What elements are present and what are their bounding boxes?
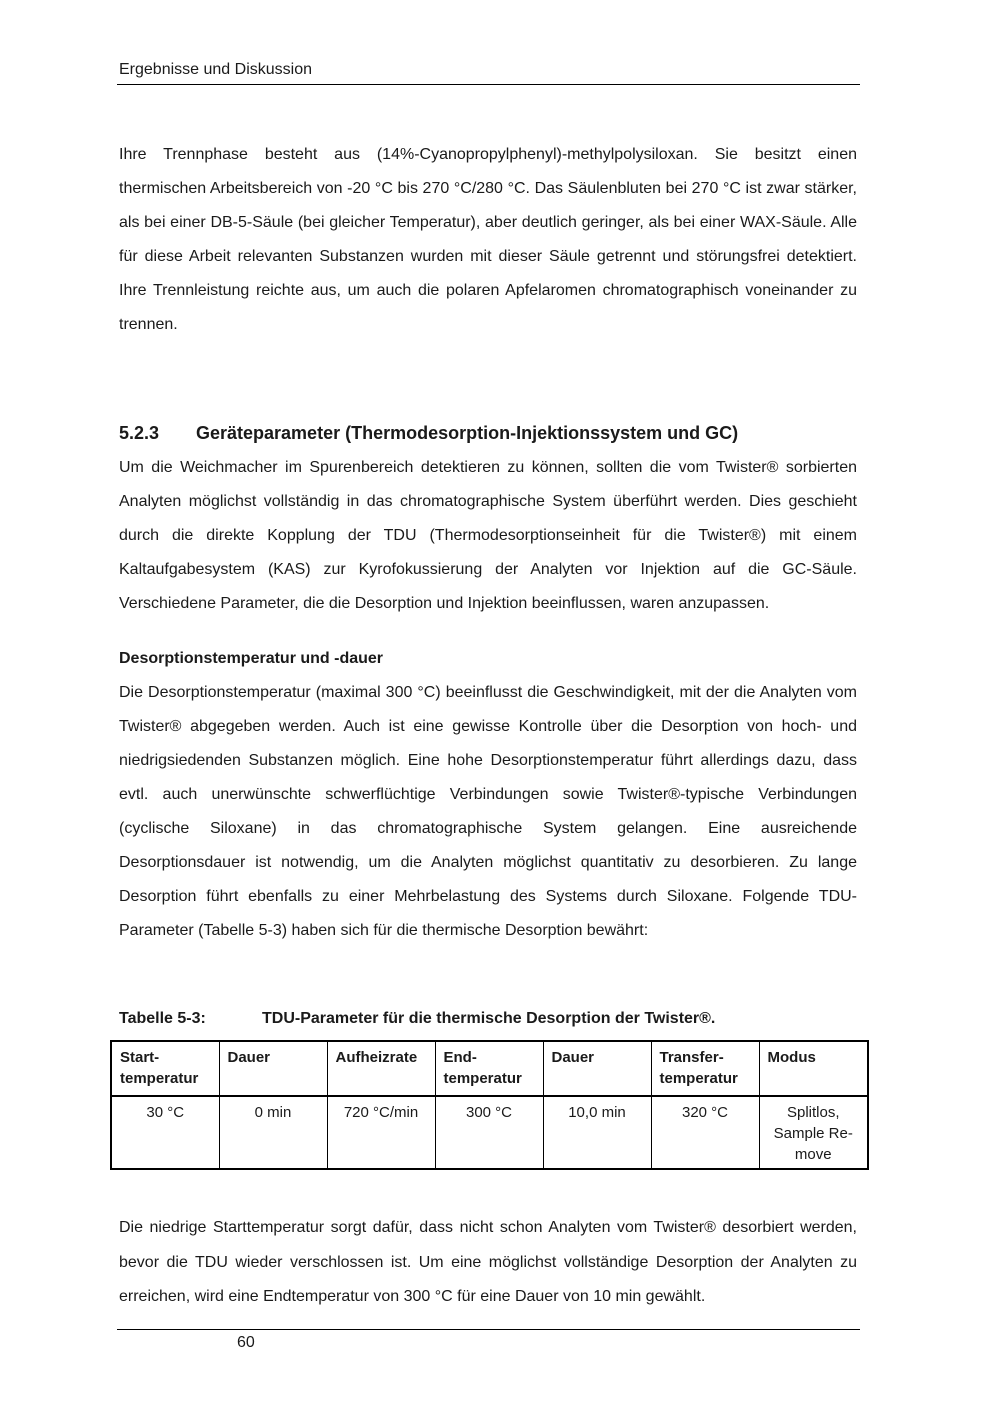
section-title: Geräteparameter (Thermodesorption-Injektionssystem und GC) <box>196 423 739 443</box>
section-number: 5.2.3 <box>119 423 160 443</box>
subheading-desorption: Desorptionstemperatur und -dauer <box>119 650 384 667</box>
col-header-end-temperature-l2: temperatur <box>443 1070 522 1087</box>
table-row <box>111 1096 868 1169</box>
cell-start-temperature: 30 °C <box>111 1096 219 1169</box>
cell-end-temperature: 300 °C <box>435 1096 543 1169</box>
running-header: Ergebnisse und Diskussion <box>119 61 312 78</box>
col-header-transfer-temperature <box>651 1041 759 1096</box>
cell-transfer-temperature: 320 °C <box>651 1096 759 1169</box>
page-number: 60 <box>237 1334 255 1351</box>
body-paragraph-start-temperature: Die niedrige Starttemperatur sorgt dafür, dass nicht schon Analyten vom Twister® desorbiert werden, bevor die TDU wieder verschlossen ist. Um eine möglichst vollständige Desorption der Analyten zu erreichen, wird eine Endtemperatur von 300 °C für eine Dauer von 10 min gewählt. <box>119 1219 857 1305</box>
footer-rule <box>117 1329 860 1330</box>
col-header-mode <box>759 1041 868 1096</box>
col-header-end-temperature <box>435 1041 543 1096</box>
col-header-end-temperature-l1: End- <box>443 1049 477 1066</box>
tdu-parameter-table <box>110 1040 869 1170</box>
col-header-duration-1 <box>219 1041 327 1096</box>
col-header-heating-rate <box>327 1041 435 1096</box>
body-paragraph-column-phase: Ihre Trennphase besteht aus (14%-Cyanopropylphenyl)-methylpolysiloxan. Sie besitzt einen thermischen Arbeitsbereich von -20 °C bis 270 °C/280 °C. Das Säulenbluten bei 270 °C ist zwar stärker, als bei einer DB-5-Säule (bei gleicher Temperatur), aber deutlich geringer, als bei einer WAX-Säule. Alle für diese Arbeit relevanten Substanzen wurden mit dieser Säule getrennt und störungsfrei detektiert. Ihre Trennleistung reichte aus, um auch die polaren Apfelaromen chromatographisch voneinander zu trennen. <box>119 146 857 333</box>
cell-duration-1: 0 min <box>219 1096 327 1169</box>
body-paragraph-twister-coupling: Um die Weichmacher im Spurenbereich detektieren zu können, sollten die vom Twister® sorbierten Analyten möglichst vollständig in das chromatographische System überführt werden. Dies geschieht durch die direkte Kopplung der TDU (Thermodesorptionseinheit für die Twister®) mit einem Kaltaufgabesystem (KAS) zur Kyrofokussierung der Analyten vor Injektion auf die GC-Säule. Verschiedene Parameter, die die Desorption und Injektion beeinflussen, waren anzupassen. <box>119 459 857 612</box>
col-header-mode-text: Modus <box>767 1049 816 1066</box>
table-header-row <box>111 1041 868 1096</box>
header-rule <box>117 84 860 85</box>
cell-duration-2: 10,0 min <box>543 1096 651 1169</box>
table-caption-label: Tabelle 5-3: <box>119 1010 206 1027</box>
col-header-start-temperature-l2: temperatur <box>120 1070 199 1087</box>
col-header-transfer-temperature-l2: temperatur <box>659 1070 738 1087</box>
col-header-duration-2 <box>543 1041 651 1096</box>
col-header-duration-1-text: Dauer <box>227 1049 271 1066</box>
col-header-start-temperature <box>111 1041 219 1096</box>
cell-mode-l1: Splitlos, Sample Re- <box>773 1104 853 1142</box>
cell-mode <box>759 1096 868 1169</box>
cell-heating-rate: 720 °C/min <box>327 1096 435 1169</box>
col-header-start-temperature-l1: Start- <box>120 1049 160 1066</box>
col-header-heating-rate-text: Aufheizrate <box>335 1049 418 1066</box>
table-caption-text: TDU-Parameter für die thermische Desorption der Twister®. <box>262 1010 716 1027</box>
col-header-duration-2-text: Dauer <box>551 1049 595 1066</box>
section-heading <box>119 421 738 445</box>
col-header-transfer-temperature-l1: Transfer- <box>659 1049 724 1066</box>
table-caption <box>119 1008 715 1030</box>
body-paragraph-desorption-temperature: Die Desorptionstemperatur (maximal 300 °C) beeinflusst die Geschwindigkeit, mit der die Analyten vom Twister® abgegeben werden. Auch ist eine gewisse Kontrolle über die Desorption von hoch- und niedrigsiedenden Substanzen möglich. Eine hohe Desorptionstemperatur führt allerdings dazu, dass evtl. auch unerwünschte schwerflüchtige Verbindungen sowie Twister®-typische Verbindungen (cyclische Siloxane) in das chromatographische System gelangen. Eine ausreichende Desorptionsdauer ist notwendig, um die Analyten möglichst quantitativ zu desorbieren. Zu lange Desorption führt ebenfalls zu einer Mehrbelastung des Systems durch Siloxane. Folgende TDU-Parameter (Tabelle 5-3) haben sich für die thermische Desorption bewährt: <box>119 684 857 939</box>
cell-mode-l2: move <box>794 1146 832 1163</box>
